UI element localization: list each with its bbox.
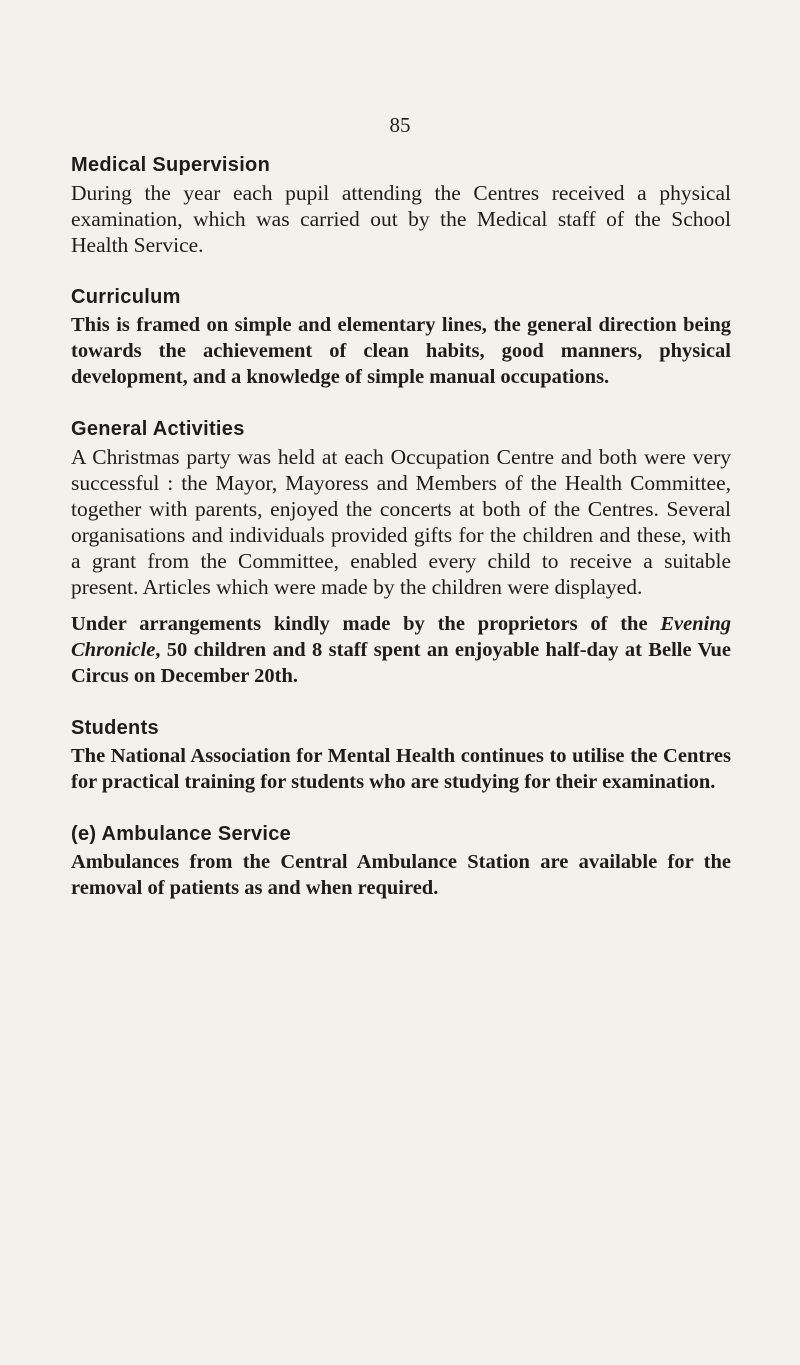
newspaper-title: Evening Chronicle [71,613,731,661]
section-heading: (e) Ambulance Service [71,823,292,845]
section-paragraph: Ambulances from the Central Ambulance Station are available for the removal of patients as and when required. [71,851,731,899]
document-body [71,152,731,927]
section-curriculum [71,284,731,390]
paragraph-text: Under arrangements kindly made by the proprietors of the [71,613,661,635]
section-heading: General Activities [71,418,245,440]
page-number: 85 [389,113,411,137]
section-general-activities [71,416,731,689]
section-heading: Students [71,717,159,739]
section-paragraph: During the year each pupil attending the Centres received a physical examination, which was carried out by the Medical staff of the School Health Service. [71,181,731,257]
section-medical-supervision [71,152,731,258]
section-students [71,715,731,795]
section-paragraph: A Christmas party was held at each Occupation Centre and both were very successful : the Mayor, Mayoress and Members of the Health Committee, together with parents, enjoyed the concerts at both of the Centres. Several organisations and individuals provided gifts for the children and these, with a grant from the Committee, enabled every child to receive a suitable present. Articles which were made by the children were displayed. [71,445,731,599]
section-paragraph: The National Association for Mental Health continues to utilise the Centres for practical training for students who are studying for their examination. [71,745,731,793]
section-ambulance-service [71,821,731,901]
section-heading: Medical Supervision [71,154,271,176]
section-paragraph: This is framed on simple and elementary lines, the general direction being towards the achievement of clean habits, good manners, physical development, and a knowledge of simple manual occupations. [71,314,731,388]
section-heading: Curriculum [71,286,181,308]
section-paragraph [71,611,731,689]
paragraph-text: , 50 children and 8 staff spent an enjoyable half-day at Belle Vue Circus on December 20th. [71,639,731,687]
